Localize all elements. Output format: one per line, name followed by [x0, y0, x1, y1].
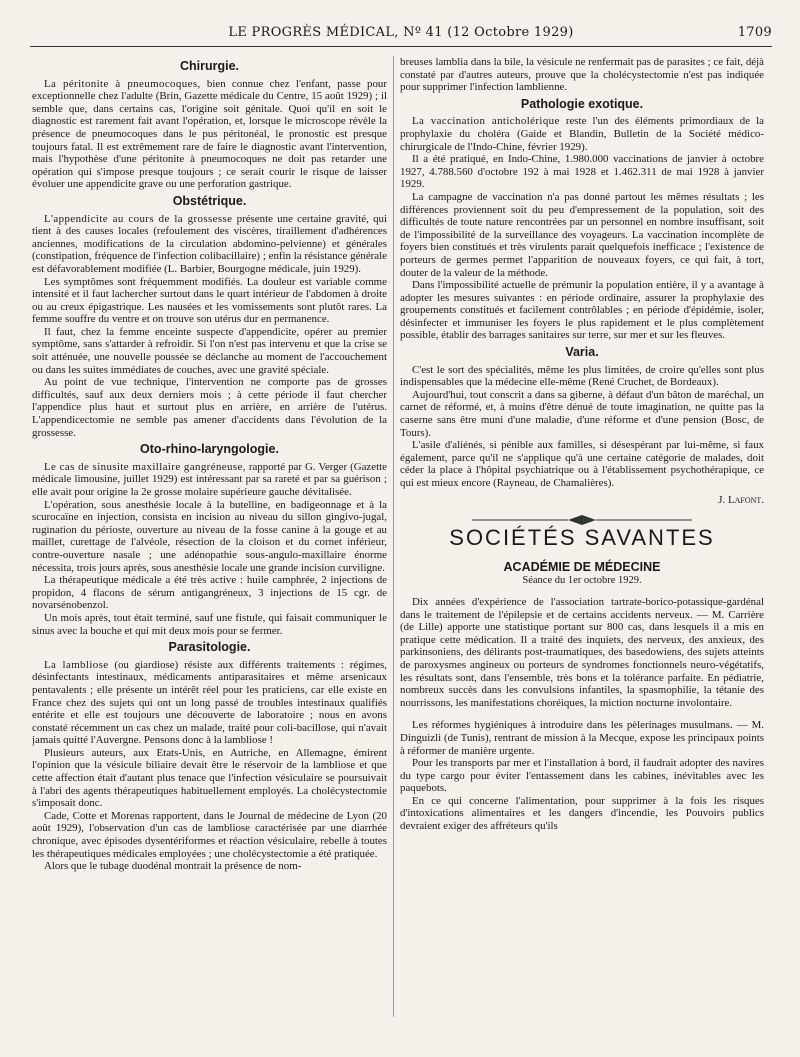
- paragraph: [32, 78, 387, 191]
- paragraph-text: rapporté par G. Verger (Gazette médicale limousine, juillet 1929) est intéressant par sa rareté et par sa guérison ; elle avait pour origine la 2e grosse molaire supérieure gauche dévitalisée.: [32, 460, 387, 498]
- paragraph-text: bien connue chez l'enfant, passe pour exceptionnelle chez l'adulte (Brin, Gazette médicale du Centre, 15 août 1929) ; il semble que, dans certains cas, l'origine soit génitale. Quoi qu'il en soit le diagnostic est rarement fait avant l'opération, et, lorsque le microscope révèle la présence de pneumocoques dans le pus péritonéal, le pronostic est presque toujours fatal. Il est extrêmement rare de faire le diagnostic avant l'intervention, mais l'hypothèse d'une péritonite à pneumocoques ne doit pas retarder une opération qui s'impose presque toujours ; ce serait courir le risque de laisser évoluer une appendicite grave ou une perforation gastrique.: [32, 77, 387, 191]
- paragraph: [32, 213, 387, 276]
- paragraph: Au point de vue technique, l'intervention ne comporte pas de grosses difficultés, sauf aux deux derniers mois ; à cette période il faut chercher l'appendice plus haut et surtout plus en arrière, en arrière de l'utérus. L'appendicectomie ne semble pas amener d'accidents dans l'évolution de la grossesse.: [32, 376, 387, 439]
- paragraph-text: présente une certaine gravité, qui tient à des causes locales (refoulement des viscères, tiraillement d'adhérences anciennes, modifications de la circulation abdomino-pelvienne) et générales (constipation, fréquence de l'infection colibacillaire) ; enfin la résistance générale est défavorablement modifiée (L. Barbier, Bourgogne médicale, juin 1929).: [32, 212, 387, 275]
- paragraph: Dans l'impossibilité actuelle de prémunir la population entière, il y a avantage à adopter les mesures suivantes : en période ordinaire, assurer la prophylaxie des groupements constitués et facilement contrôlables ; en période d'épidémie, isoler, désinfecter et immuniser les foyers le plus rapidement et le plus complètement possible, établir des barrages sanitaires sur terre, sur mer et sur les fleuves.: [400, 279, 764, 342]
- lead-phrase: L'appendicite au cours de la grossesse: [44, 212, 233, 225]
- left-column: [32, 56, 387, 1049]
- paragraph: Cade, Cotte et Morenas rapportent, dans le Journal de médecine de Lyon (20 août 1929), l'observation d'un cas de lambliose caractérisée par une diarrhée chronique, avec épisodes dysentériformes et réaction vésiculaire, rebelle à toutes les thérapeutiques médicales employées ; une cholécystectomie a été pratiquée.: [32, 809, 387, 860]
- page-number: 1709: [737, 25, 772, 40]
- section-heading-orl: Oto-rhino-laryngologie.: [140, 442, 279, 457]
- spacer: [400, 709, 764, 719]
- right-column: [400, 56, 764, 1049]
- author-signature: J. Lafont.: [718, 493, 764, 506]
- paragraph: Aujourd'hui, tout conscrit a dans sa giberne, à défaut d'un bâton de maréchal, un carnet de réformé, et, à moins d'être dénué de toute imagination, ne quitte pas la caserne sans être muni d'une maladie, d'une réforme et d'une pension (Bosc, de Tours).: [400, 388, 764, 439]
- paragraph: [32, 659, 387, 747]
- paragraph: Dix années d'expérience de l'association tartrate-borico-potassique-gardénal dans le traitement de l'épilepsie et de certains accidents nerveux. — M. Carrière (de Lille) apporte une statistique portant sur 800 cas, dans lesquels il a mis en pratique cette médication. Il a traité des inquiets, des nerveux, des anxieux, des parkinsoniens, des délirants post-traumatiques, des basedowiens, des sujets atteints de paroxysmes angineux ou porteurs de syndromes fonctionnels neuro-végétatifs, les résultats sont, dans l'ensemble, très bons et la tolérance parfaite. En pédiatrie, nombreux succès dans les convulsions infantiles, la spasmophilie, la tétanie des nourrissons, les manifestations choréiques, la miction nocturne involontaire.: [400, 595, 764, 709]
- lead-phrase: La péritonite à pneumocoques,: [44, 77, 201, 90]
- section-heading-varia: Varia.: [565, 345, 599, 360]
- paragraph: [32, 461, 387, 499]
- paragraph: Les symptômes sont fréquemment modifiés. La douleur est variable comme intensité et il faut lachercher surtout dans le quart intérieur de l'abdomen à droite ou au creux épigastrique. Les nausées et les vomissements sont plutôt rares. La femme souffre du ventre et on trouve son utérus dur en permanence.: [32, 275, 387, 326]
- paragraph: Alors que le tubage duodénal montrait la présence de nom-: [44, 860, 302, 873]
- paragraph: L'opération, sous anesthésie locale à la butelline, en badigeonnage et à la scurocaïne en injection, consista en incision au niveau du sillon gingivo-jugal, rugination du périoste, ouverture au niveau de la fosse canine à la gouge et au maillet, curettage de l'alvéole, résection de la cloison et du cornet inférieur, contre-ouverture nasale ; une adénopathie sous-angulo-maxillaire énorme nécessita, trois jours après, sous anesthésie locale une grande incision curviligne.: [32, 498, 387, 574]
- seance-date: Séance du 1er octobre 1929.: [522, 575, 642, 587]
- paragraph: C'est le sort des spécialités, même les plus limitées, de croire qu'elles sont plus indispensables que la médecine elle-même (René Cruchet, de Bordeaux).: [400, 363, 764, 389]
- lead-phrase: La vaccination anticholérique: [412, 115, 560, 128]
- societes-savantes-title: SOCIÉTÉS SAVANTES: [449, 525, 715, 551]
- running-head: [30, 22, 772, 47]
- paragraph: L'asile d'aliénés, si pénible aux familles, si désespérant par lui-même, si faux également, parce qu'il ne s'applique qu'à une certaine catégorie de malades, doit céder la place à l'hôpital psychiatrique ou à l'établissement psychothérapique, ce qui est mieux encore (Rayneau, de Chamalières).: [400, 439, 764, 489]
- paragraph-text: reste l'un des éléments primordiaux de la prophylaxie du choléra (Gaide et Blandin, Bulletin de la Société médico-chirurgicale de l'Indo-Chine, février 1929).: [400, 115, 764, 153]
- paragraph: Pour les transports par mer et l'installation à bord, il faudrait adopter des navires du type cargo pour éviter l'entassement dans les cabines, inévitables avec les paquebots.: [400, 757, 764, 795]
- section-heading-obstetrique: Obstétrique.: [172, 193, 247, 208]
- paragraph-text: (ou giardiose) résiste aux différents traitements : régimes, désinfectants intestinaux, médicaments antiparasitaires et même arsenicaux pentavalents ; elle présente un intérêt réel pour les praticiens, car elle existe en France chez des sujets qui ont un long passé de troubles intestinaux qualifiés entérite et elle est toujours une découverte de laboratoire ; nous en avons constaté récemment un cas chez un malade, traité pour coli-bacillose, qui n'avait jamais quitté l'Auvergne. Pensons donc à la lambliose !: [32, 658, 387, 747]
- lead-phrase: Le cas de sinusite maxillaire gangréneuse,: [44, 460, 246, 473]
- lead-phrase: La lambliose: [44, 658, 109, 671]
- paragraph: Il faut, chez la femme enceinte suspecte d'appendicite, opérer au premier symptôme, sans s'attarder à refroidir. Si l'on n'est pas intervenu et que la crise se soit atténuée, une nouvelle poussée se déclanche au moment de l'accouchement ou dans les suites immédiates de couches, avec une gravité spéciale.: [32, 325, 387, 376]
- paragraph: La thérapeutique médicale a été très active : huile camphrée, 2 injections de propidon, 4 flacons de sérum antigangréneux, 3 injections de 15 cgr. de novarsénobenzol.: [32, 574, 387, 612]
- paragraph: La campagne de vaccination n'a pas donné partout les mêmes résultats ; les différences proviennent soit du peu d'empressement de la population, soit des difficultés de toute nature rencontrées par un personnel en nombre insuffisant, soit de l'impossibilité de la surveillance des voyageurs. La vaccination incomplète de foyers bien constitués et très virulents parait quelquefois inefficace ; l'existence de porteurs de germes permet l'apparition de nouveaux foyers, ce qui fait, à tort, douter de la valeur de la méthode.: [400, 190, 764, 279]
- paragraph: Les réformes hygiéniques à introduire dans les pèlerinages musulmans. — M. Dinguizli (de Tunis), rentrant de mission à la Mecque, expose les principaux points à réformer de manière urgente.: [400, 719, 764, 757]
- continued-paragraph: breuses lamblia dans la bile, la vésicule ne renfermait pas de parasites ; ce fait, déjà constaté par d'autres auteurs, prouve que la cholécystectomie n'est pas indiquée pour supprimer l'infection lamblienne.: [400, 56, 764, 94]
- paragraph: [400, 115, 764, 153]
- journal-title: LE PROGRÈS MÉDICAL, Nº 41 (12 Octobre 1929): [228, 25, 574, 40]
- section-heading-pathologie: Pathologie exotique.: [520, 96, 644, 111]
- academie-heading: ACADÉMIE DE MÉDECINE: [503, 559, 661, 574]
- section-heading-parasitologie: Parasitologie.: [168, 640, 251, 655]
- paragraph: Plusieurs auteurs, aux Etats-Unis, en Autriche, en Allemagne, émirent l'opinion que la vésicule biliaire devait être le réservoir de la lambliose et que cette affection était d'autant plus tenace que l'infection vésiculaire se poursuivait à l'abri des agents thérapeutiques habituellement employés. La cholécystectomie s'imposait donc.: [32, 746, 387, 810]
- column-rule: [393, 56, 394, 1017]
- paragraph: Il a été pratiqué, en Indo-Chine, 1.980.000 vaccinations de janvier à octobre 1927, 4.788.560 d'octobre 192 à mai 1928 et 1.462.311 de mai 1928 à janvier 1929.: [400, 153, 764, 191]
- paragraph: Un mois après, tout était terminé, sauf une fistule, qui faisait communiquer le sinus avec la bouche et qui mit deux mois pour se fermer.: [32, 611, 387, 637]
- section-heading-chirurgie: Chirurgie.: [179, 59, 240, 73]
- paragraph: En ce qui concerne l'alimentation, pour supprimer à la fois les risques d'intoxications alimentaires et les dangers d'incendie, les Pouvoirs publics devraient exiger des affréteurs qu'ils: [400, 794, 764, 833]
